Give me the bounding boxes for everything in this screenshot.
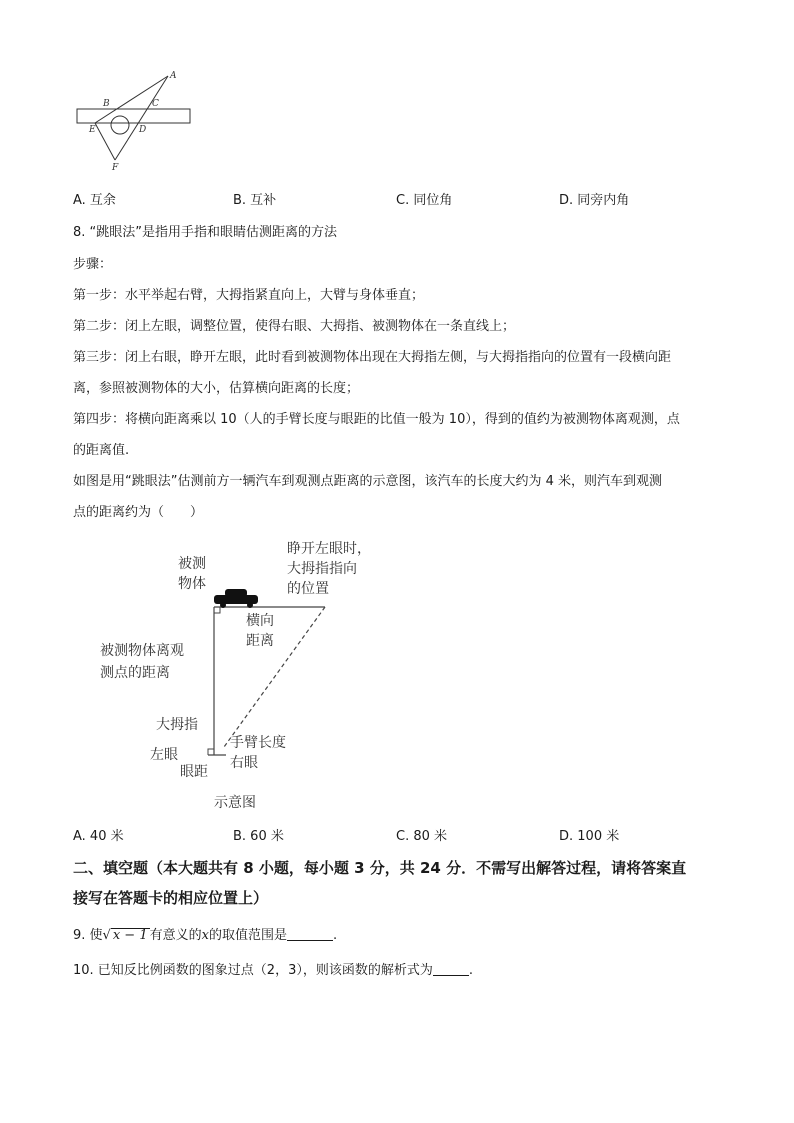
- right-angle-marker-bottom: [208, 749, 214, 755]
- q8-option-b: B. 60 米: [233, 829, 284, 844]
- q9-answer-blank[interactable]: [287, 926, 333, 941]
- q7-option-a: A. 互余: [73, 193, 116, 208]
- ruler-hole: [111, 116, 129, 134]
- label-left-eye: 左眼: [150, 747, 178, 763]
- q8-step-4-line-1: 第四步：将横向距离乘以 10（人的手臂长度与眼距的比值一般为 10），得到的值约为被测物体离观测，点: [73, 412, 680, 427]
- section-2-heading-line-1: 二、填空题（本大题共有 8 小题，每小题 3 分，共 24 分．不需写出解答过程，请将答案直: [73, 859, 687, 877]
- q9-middle: 有意义的: [149, 928, 202, 943]
- label-right-eye: 右眼: [230, 755, 258, 771]
- q8-step-4-line-2: 的距离值.: [73, 443, 130, 458]
- section-2-heading-line-2: 接写在答题卡的相应位置上）: [73, 889, 269, 907]
- geometry-figure: [70, 68, 200, 173]
- q7-option-c: C. 同位角: [396, 193, 453, 208]
- q7-option-b: B. 互补: [233, 193, 277, 208]
- label-open-eye-1: 睁开左眼时，: [287, 541, 371, 557]
- ruler-rectangle: [77, 109, 190, 123]
- right-angle-marker-top: [214, 607, 220, 613]
- label-object-2: 物体: [178, 576, 206, 592]
- q10-end: .: [468, 963, 473, 978]
- q8-step-3-line-1: 第三步：闭上右眼，睁开左眼，此时看到被测物体出现在大拇指左侧，与大拇指指向的位置有一段横向距: [73, 350, 672, 365]
- sight-line-dashed: [224, 607, 325, 747]
- q10-answer-blank[interactable]: [433, 961, 469, 976]
- q8-option-d: D. 100 米: [559, 829, 620, 844]
- q7-option-d: D. 同旁内角: [559, 193, 630, 208]
- label-object-1: 被测: [178, 556, 206, 572]
- label-distance-1: 被测物体离观: [100, 643, 184, 659]
- q8-option-c: C. 80 米: [396, 829, 448, 844]
- point-d-label: D: [139, 125, 147, 135]
- sqrt-symbol: √: [102, 928, 111, 943]
- label-open-eye-3: 的位置: [287, 581, 329, 597]
- q9-end: .: [332, 928, 338, 943]
- line-a-f: [115, 76, 168, 160]
- q9-variable: x: [201, 928, 209, 943]
- diagram-caption: 示意图: [214, 795, 256, 811]
- q8-step-1: 第一步：水平举起右臂，大拇指紧直向上，大臂与身体垂直；: [73, 288, 425, 303]
- car-icon: [214, 589, 258, 608]
- point-a-label: A: [170, 71, 177, 81]
- q9-prefix: 9. 使: [73, 928, 103, 943]
- jump-eye-diagram: [90, 535, 390, 820]
- label-lateral-2: 距离: [246, 633, 274, 649]
- label-open-eye-2: 大拇指指向: [287, 561, 357, 577]
- q10: [73, 961, 473, 980]
- q9-radicand: x − 1: [112, 928, 148, 943]
- q10-text: 10. 已知反比例函数的图象过点（2，3），则该函数的解析式为: [73, 963, 433, 978]
- label-eye-distance: 眼距: [180, 764, 208, 780]
- point-c-label: C: [152, 99, 159, 109]
- q8-title: 8. “跳眼法”是指用手指和眼睛估测距离的方法: [73, 225, 338, 240]
- label-thumb: 大拇指: [156, 717, 198, 733]
- label-lateral-1: 横向: [246, 613, 274, 629]
- q8-option-a: A. 40 米: [73, 829, 124, 844]
- q8-question-line-2: 点的距离约为（ ）: [73, 505, 204, 520]
- label-distance-2: 测点的距离: [100, 665, 170, 681]
- q9: [73, 926, 337, 945]
- point-b-label: B: [103, 99, 110, 109]
- q8-steps-heading: 步骤：: [73, 257, 113, 272]
- q8-step-3-line-2: 离，参照被测物体的大小，估算横向距离的长度；: [73, 381, 360, 396]
- label-arm-length: 手臂长度: [230, 735, 286, 751]
- point-e-label: E: [89, 125, 96, 135]
- point-f-label: F: [112, 163, 119, 173]
- q8-step-2: 第二步：闭上左眼，调整位置，使得右眼、大拇指、被测物体在一条直线上；: [73, 319, 516, 334]
- q8-question-line-1: 如图是用“跳眼法”估测前方一辆汽车到观测点距离的示意图，该汽车的长度大约为 4 米，则汽车到观测: [73, 474, 663, 489]
- q9-suffix: 的取值范围是: [208, 928, 287, 943]
